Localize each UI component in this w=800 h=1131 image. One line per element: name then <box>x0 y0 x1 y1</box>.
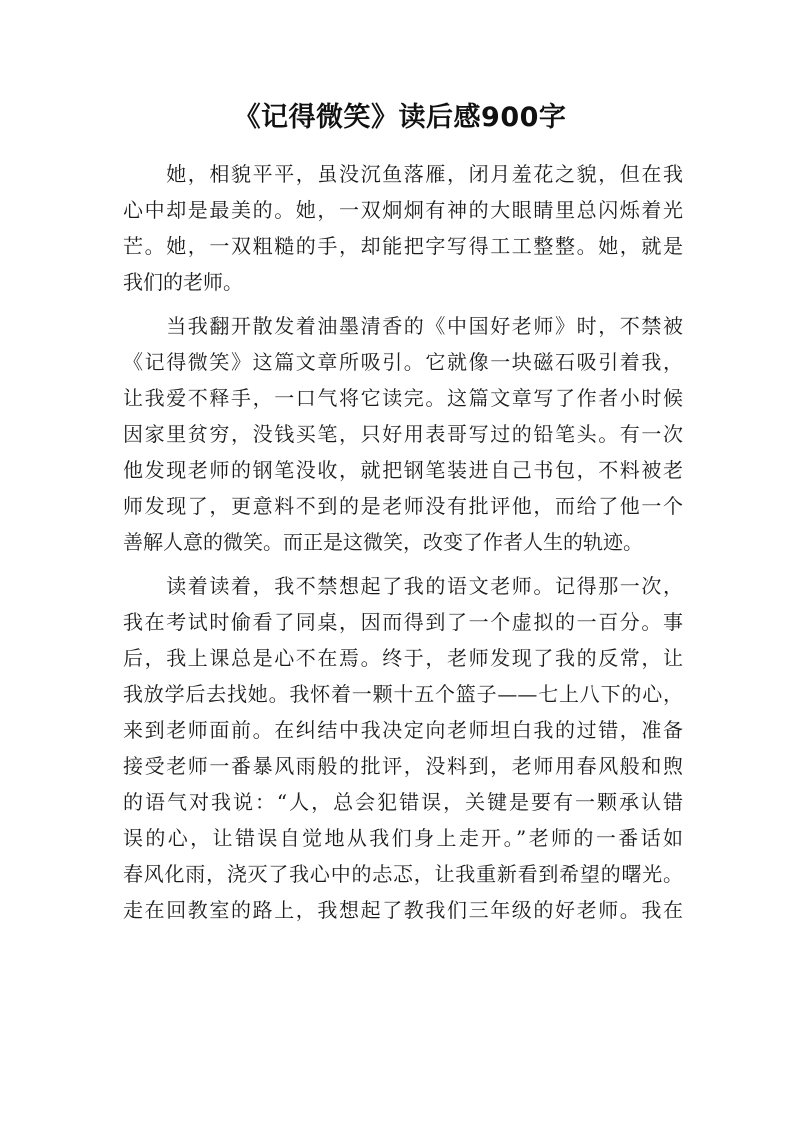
text-line: 误的心，让错误自觉地从我们身上走开。”老师的一番话如 <box>123 826 683 850</box>
text-line: 她，相貌平平，虽没沉鱼落雁，闭月羞花之貌，但在我 <box>123 162 683 186</box>
text-line: 善解人意的微笑。而正是这微笑，改变了作者人生的轨迹。 <box>123 530 643 554</box>
text-line: 我放学后去找她。我怀着一颗十五个篮子——七上八下的心， <box>123 682 683 706</box>
text-line: 后，我上课总是心不在焉。终于，老师发现了我的反常，让 <box>123 646 683 670</box>
text-line: 《记得微笑》这篇文章所吸引。它就像一块磁石吸引着我， <box>123 350 683 374</box>
text-line: 读着读着，我不禁想起了我的语文老师。记得那一次， <box>123 574 683 598</box>
text-line: 走在回教室的路上，我想起了教我们三年级的好老师。我在 <box>123 898 683 922</box>
text-line: 师发现了，更意料不到的是老师没有批评他，而给了他一个 <box>123 494 683 518</box>
text-line: 接受老师一番暴风雨般的批评，没料到，老师用春风般和煦 <box>123 754 683 778</box>
text-line: 我在考试时偷看了同桌，因而得到了一个虚拟的一百分。事 <box>123 610 683 634</box>
text-line: 心中却是最美的。她，一双炯炯有神的大眼睛里总闪烁着光 <box>123 198 683 222</box>
paragraph-3 <box>123 568 683 928</box>
text-line: 来到老师面前。在纠结中我决定向老师坦白我的过错，准备 <box>123 718 683 742</box>
text-line: 他发现老师的钢笔没收，就把钢笔装进自己书包，不料被老 <box>123 458 683 482</box>
text-line: 的语气对我说：“人，总会犯错误，关键是要有一颗承认错 <box>123 790 683 814</box>
text-line: 芒。她，一双粗糙的手，却能把字写得工工整整。她，就是 <box>123 234 683 258</box>
document-body <box>123 156 683 936</box>
text-line: 因家里贫穷，没钱买笔，只好用表哥写过的铅笔头。有一次 <box>123 422 683 446</box>
page-title: 《记得微笑》读后感900字 <box>233 102 567 133</box>
text-line: 春风化雨，浇灭了我心中的忐忑，让我重新看到希望的曙光。 <box>123 862 683 886</box>
paragraph-1 <box>123 156 683 300</box>
paragraph-2 <box>123 308 683 560</box>
text-line: 我们的老师。 <box>123 270 243 294</box>
text-line: 让我爱不释手，一口气将它读完。这篇文章写了作者小时候 <box>123 386 683 410</box>
text-line: 当我翻开散发着油墨清香的《中国好老师》时，不禁被 <box>123 314 683 338</box>
